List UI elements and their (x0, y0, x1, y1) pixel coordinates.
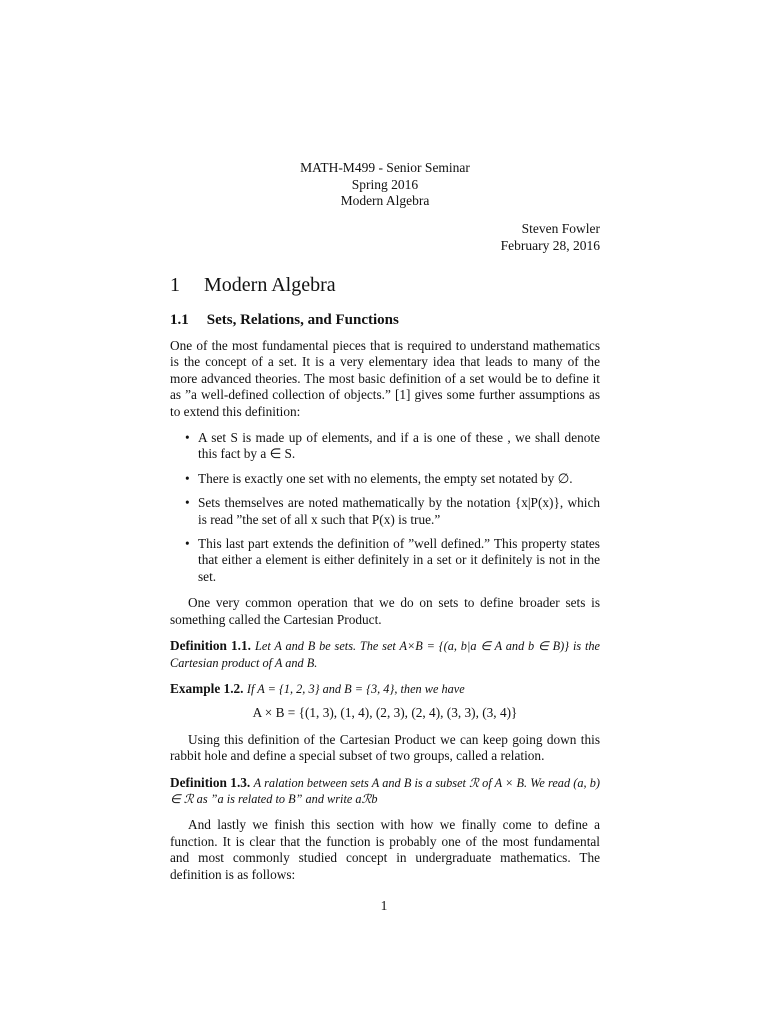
relation-paragraph: Using this definition of the Cartesian Product we can keep going down this rabbit hole and define a special subset of two groups, called a relation. (170, 731, 600, 764)
course-header (170, 160, 600, 210)
list-item (185, 430, 600, 463)
section-number: 1 (170, 274, 180, 296)
example-label: Example 1.2. (170, 680, 244, 696)
list-item-text: There is exactly one set with no elements, the empty set notated by ∅. (198, 470, 573, 486)
list-item-text: A set S is made up of elements, and if a is one of these , we shall denote this fact by a ∈ S. (198, 430, 600, 462)
course-topic: Modern Algebra (340, 193, 430, 208)
bullet-icon: • (185, 536, 190, 552)
list-item (185, 495, 600, 528)
definition-1-3 (170, 775, 600, 808)
example-1-2 (170, 681, 600, 697)
list-item (185, 536, 600, 585)
list-item (185, 470, 600, 487)
subsection-title: Sets, Relations, and Functions (206, 312, 399, 328)
section-title: Modern Algebra (204, 274, 336, 296)
definition-1-1 (170, 638, 600, 671)
section-heading (170, 272, 600, 298)
page-number: 1 (380, 898, 388, 913)
definition-text: A ralation between sets A and B is a subset ℛ of A × B. We read (a, b) ∈ ℛ as ”a is related to B” and write aℛb (170, 775, 600, 806)
course-title: MATH-M499 - Senior Seminar (300, 160, 470, 175)
bullet-icon: • (185, 430, 190, 446)
subsection-number: 1.1 (170, 312, 189, 328)
example-text: If A = {1, 2, 3} and B = {3, 4}, then we have (246, 681, 465, 696)
definition-label: Definition 1.1. (170, 638, 251, 654)
document-date: February 28, 2016 (500, 237, 600, 253)
subsection-heading (170, 310, 600, 330)
intro-paragraph: One of the most fundamental pieces that is required to understand mathematics is the concept of a set. It is a very elementary idea that leads to many of the more advanced theories. The most basic definition of a set would be to define it as ”a well-defined collection of objects.” [1] gives some further assumptions as to extend this definition: (170, 338, 600, 419)
cartesian-product-equation: A × B = {(1, 3), (1, 4), (2, 3), (2, 4), (3, 3), (3, 4)} (252, 705, 518, 721)
definition-text: Let A and B be sets. The set A×B = {(a, b|a ∈ A and b ∈ B)} is the Cartesian product of A and B. (170, 639, 600, 670)
bullet-icon: • (185, 495, 190, 511)
set-assumptions-list (170, 430, 600, 585)
cartesian-paragraph: One very common operation that we do on sets to define broader sets is something called the Cartesian Product. (170, 595, 600, 627)
author-info (170, 221, 600, 254)
list-item-text: Sets themselves are noted mathematically by the notation {x|P(x)}, which is read ”the set of all x such that P(x) is true.” (198, 495, 600, 527)
list-item-text: This last part extends the definition of ”well defined.” This property states that either a element is either definitely in a set or it definitely is not in the set. (198, 536, 600, 584)
bullet-icon: • (185, 470, 190, 486)
function-paragraph: And lastly we finish this section with how we finally come to define a function. It is clear that the function is probably one of the most fundamental and most commonly studied concept in undergraduate mathematics. The definition is as follows: (170, 817, 600, 882)
main-content (170, 272, 600, 883)
definition-label: Definition 1.3. (170, 774, 251, 790)
course-term: Spring 2016 (351, 176, 419, 192)
author-name: Steven Fowler (521, 221, 600, 236)
